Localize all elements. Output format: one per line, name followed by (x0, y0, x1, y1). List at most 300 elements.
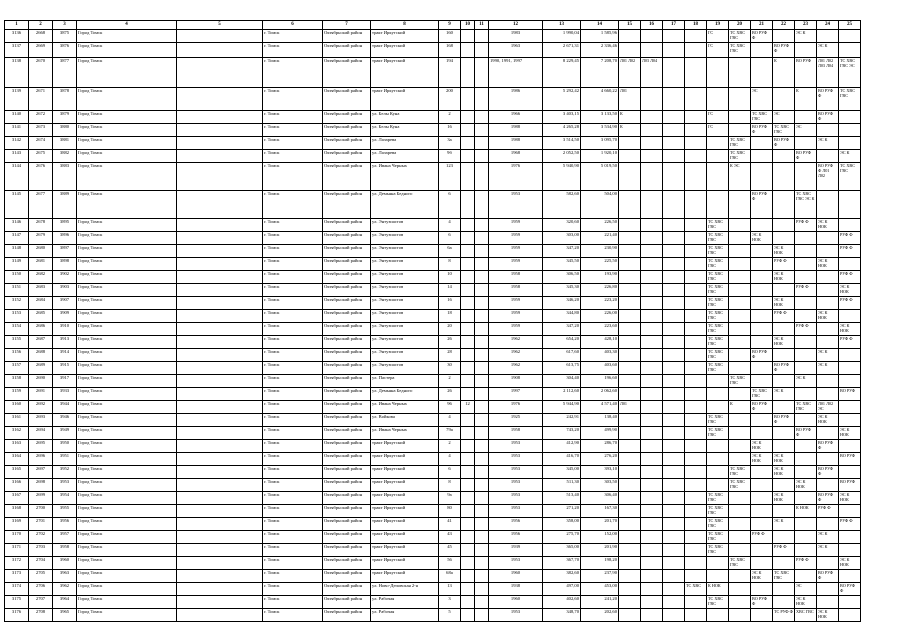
cell-col-7: Октябрьский район (323, 163, 371, 191)
cell-col-13: 617,60 (543, 349, 581, 362)
cell-col-20: ТС ХВС ГВС (729, 466, 751, 479)
cell-col-20 (729, 58, 751, 88)
cell-col-7: Октябрьский район (323, 375, 371, 388)
cell-col-7: Октябрьский район (323, 219, 371, 232)
cell-col-15 (619, 466, 641, 479)
cell-col-11 (475, 609, 489, 622)
cell-col-25: ЭС К НОК (839, 284, 861, 297)
cell-col-16: Л03 Л04 (641, 58, 663, 88)
cell-col-9: 6а (439, 245, 461, 258)
cell-col-8: тракт Иркутский (371, 492, 439, 505)
cell-col-11 (475, 245, 489, 258)
cell-col-7: Октябрьский район (323, 323, 371, 336)
cell-col-14: 223,60 (581, 323, 619, 336)
cell-col-23 (795, 414, 817, 427)
cell-col-1: 3142 (5, 137, 29, 150)
cell-col-4: Город Томск (77, 124, 177, 137)
cell-col-21: РУФ Ф (751, 531, 773, 544)
cell-col-10: 12 (461, 401, 475, 414)
cell-col-1: 3163 (5, 440, 29, 453)
cell-col-4: Город Томск (77, 58, 177, 88)
cell-col-7: Октябрьский район (323, 232, 371, 245)
cell-col-8: тракт Иркутский (371, 30, 439, 43)
cell-col-10 (461, 583, 475, 596)
table-row (5, 349, 861, 362)
cell-col-7: Октябрьский район (323, 30, 371, 43)
cell-col-24: ЭС К (817, 531, 839, 544)
cell-col-4: Город Томск (77, 375, 177, 388)
column-number-header: 9 (439, 21, 461, 30)
cell-col-6: г. Томск (263, 58, 323, 88)
column-number-header: 1 (5, 21, 29, 30)
cell-col-6: г. Томск (263, 518, 323, 531)
cell-col-5 (177, 583, 263, 596)
cell-col-24 (817, 583, 839, 596)
cell-col-3: 3953 (53, 479, 77, 492)
cell-col-7: Октябрьский район (323, 557, 371, 570)
cell-col-24 (817, 284, 839, 297)
cell-col-12: 1953 (489, 440, 543, 453)
cell-col-20: ТС ХВС ГВС (729, 137, 751, 150)
cell-col-24: ЭС К НОК (817, 609, 839, 622)
cell-col-17 (663, 349, 685, 362)
cell-col-14: 2 062,60 (581, 388, 619, 401)
cell-col-11 (475, 596, 489, 609)
cell-col-10 (461, 492, 475, 505)
cell-col-6: г. Томск (263, 531, 323, 544)
cell-col-16 (641, 88, 663, 111)
cell-col-24: ВО РУФ Ф Л01 Л02 (817, 163, 839, 191)
cell-col-25 (839, 531, 861, 544)
cell-col-17 (663, 557, 685, 570)
cell-col-19: ГС (707, 43, 729, 58)
cell-col-9: 45 (439, 544, 461, 557)
cell-col-13: 303,00 (543, 232, 581, 245)
cell-col-21 (751, 518, 773, 531)
cell-col-5 (177, 297, 263, 310)
cell-col-7: Октябрьский район (323, 310, 371, 323)
cell-col-1: 3176 (5, 609, 29, 622)
cell-col-10 (461, 111, 475, 124)
cell-col-15 (619, 518, 641, 531)
cell-col-18 (685, 30, 707, 43)
cell-col-22: ВО РУФ Ф (773, 414, 795, 427)
cell-col-5 (177, 479, 263, 492)
cell-col-1: 3165 (5, 466, 29, 479)
cell-col-5 (177, 544, 263, 557)
table-row (5, 557, 861, 570)
cell-col-21 (751, 557, 773, 570)
cell-col-9: 16 (439, 124, 461, 137)
cell-col-14: 1 585,96 (581, 30, 619, 43)
cell-col-12: 1962 (489, 336, 543, 349)
cell-col-11 (475, 375, 489, 388)
cell-col-11 (475, 310, 489, 323)
cell-col-7: Октябрьский район (323, 362, 371, 375)
cell-col-11 (475, 88, 489, 111)
cell-col-17 (663, 440, 685, 453)
cell-col-11 (475, 440, 489, 453)
table-row (5, 596, 861, 609)
cell-col-11 (475, 232, 489, 245)
cell-col-24 (817, 271, 839, 284)
cell-col-19: К НОК (707, 583, 729, 596)
cell-col-22 (773, 427, 795, 440)
cell-col-13: 5 940,90 (543, 163, 581, 191)
cell-col-21 (751, 150, 773, 163)
cell-col-4: Город Томск (77, 323, 177, 336)
cell-col-7: Октябрьский район (323, 111, 371, 124)
table-row (5, 88, 861, 111)
cell-col-10 (461, 271, 475, 284)
cell-col-3: 3963 (53, 570, 77, 583)
cell-col-7: Октябрьский район (323, 349, 371, 362)
cell-col-3: 3875 (53, 30, 77, 43)
table-row (5, 297, 861, 310)
cell-col-8: тракт Иркутский (371, 466, 439, 479)
cell-col-17 (663, 245, 685, 258)
cell-col-18 (685, 375, 707, 388)
cell-col-6: г. Томск (263, 258, 323, 271)
cell-col-23 (795, 362, 817, 375)
cell-col-20 (729, 583, 751, 596)
cell-col-19: ТС ХВС ГВС (707, 297, 729, 310)
cell-col-24: ЭС К НОК (817, 219, 839, 232)
cell-col-2: 2683 (29, 284, 53, 297)
cell-col-7: Октябрьский район (323, 271, 371, 284)
cell-col-9: 4 (439, 414, 461, 427)
cell-col-24 (817, 375, 839, 388)
cell-col-17 (663, 570, 685, 583)
cell-col-13: 1 990,04 (543, 30, 581, 43)
table-row (5, 336, 861, 349)
cell-col-17 (663, 401, 685, 414)
cell-col-17 (663, 271, 685, 284)
cell-col-9: 4 (439, 219, 461, 232)
cell-col-3: 3965 (53, 609, 77, 622)
cell-col-2: 2671 (29, 88, 53, 111)
cell-col-13: 271,20 (543, 505, 581, 518)
cell-col-14: 193,90 (581, 271, 619, 284)
cell-col-10 (461, 336, 475, 349)
table-row (5, 245, 861, 258)
cell-col-18 (685, 43, 707, 58)
cell-col-19: ТС ХВС ГВС (707, 258, 729, 271)
cell-col-12: 1963 (489, 43, 543, 58)
cell-col-19 (707, 375, 729, 388)
cell-col-1: 3150 (5, 271, 29, 284)
cell-col-12: 1988 (489, 124, 543, 137)
cell-col-8: ул. Энтузиастов (371, 258, 439, 271)
cell-col-21 (751, 609, 773, 622)
table-row (5, 427, 861, 440)
cell-col-14: 167,30 (581, 505, 619, 518)
cell-col-20 (729, 219, 751, 232)
table-row (5, 453, 861, 466)
column-number-header: 8 (371, 21, 439, 30)
cell-col-10 (461, 349, 475, 362)
cell-col-22 (773, 440, 795, 453)
cell-col-14: 276,20 (581, 453, 619, 466)
column-number-header: 24 (817, 21, 839, 30)
cell-col-4: Город Томск (77, 362, 177, 375)
cell-col-2: 2705 (29, 570, 53, 583)
cell-col-16 (641, 336, 663, 349)
cell-col-14: 3 133,50 (581, 111, 619, 124)
cell-col-7: Октябрьский район (323, 505, 371, 518)
cell-col-1: 3172 (5, 557, 29, 570)
cell-col-13: 345,50 (543, 258, 581, 271)
table-row (5, 518, 861, 531)
cell-col-3: 3951 (53, 453, 77, 466)
cell-col-17 (663, 544, 685, 557)
cell-col-22 (773, 583, 795, 596)
cell-col-23: ВО РУФ (795, 58, 817, 88)
cell-col-10 (461, 232, 475, 245)
cell-col-4: Город Томск (77, 163, 177, 191)
cell-col-16 (641, 531, 663, 544)
cell-col-13: 320,60 (543, 219, 581, 232)
cell-col-15 (619, 414, 641, 427)
cell-col-23 (795, 310, 817, 323)
cell-col-14: 241,20 (581, 596, 619, 609)
cell-col-5 (177, 271, 263, 284)
cell-col-18 (685, 427, 707, 440)
cell-col-25: ЭС К НОК (839, 323, 861, 336)
cell-col-9: 168 (439, 43, 461, 58)
cell-col-9: 3 (439, 596, 461, 609)
cell-col-21: ЭС К НОК (751, 570, 773, 583)
cell-col-14: 504,00 (581, 191, 619, 219)
cell-col-21: ВО РУФ Ф (751, 191, 773, 219)
cell-col-21: ЭС (751, 88, 773, 111)
cell-col-5 (177, 310, 263, 323)
cell-col-6: г. Томск (263, 271, 323, 284)
cell-col-19: ТС ХВС ГВС (707, 518, 729, 531)
cell-col-8: тракт Иркутский (371, 88, 439, 111)
cell-col-24: ВО РУФ Ф (817, 492, 839, 505)
cell-col-16 (641, 427, 663, 440)
cell-col-8: тракт Иркутский (371, 570, 439, 583)
cell-col-14: 226,00 (581, 310, 619, 323)
cell-col-3: 3878 (53, 88, 77, 111)
cell-col-17 (663, 492, 685, 505)
cell-col-18 (685, 150, 707, 163)
cell-col-12: 1959 (489, 258, 543, 271)
table-row (5, 58, 861, 88)
cell-col-5 (177, 43, 263, 58)
table-row (5, 111, 861, 124)
cell-col-16 (641, 30, 663, 43)
cell-col-23: К (795, 88, 817, 111)
cell-col-6: г. Томск (263, 191, 323, 219)
table-row (5, 609, 861, 622)
cell-col-20: ТС ХВС ГВС (729, 479, 751, 492)
cell-col-1: 3144 (5, 163, 29, 191)
table-row (5, 531, 861, 544)
cell-col-2: 2701 (29, 518, 53, 531)
cell-col-5 (177, 414, 263, 427)
cell-col-15: Л01 (619, 401, 641, 414)
cell-col-15 (619, 336, 641, 349)
table-row (5, 570, 861, 583)
cell-col-17 (663, 323, 685, 336)
cell-col-15 (619, 30, 641, 43)
column-number-header: 14 (581, 21, 619, 30)
cell-col-21 (751, 362, 773, 375)
cell-col-9: 79а (439, 427, 461, 440)
cell-col-22 (773, 479, 795, 492)
cell-col-8: тракт Иркутский (371, 518, 439, 531)
cell-col-1: 3145 (5, 191, 29, 219)
cell-col-13: 345,00 (543, 466, 581, 479)
cell-col-17 (663, 284, 685, 297)
cell-col-6: г. Томск (263, 111, 323, 124)
cell-col-19: ТС ХВС ГВС (707, 245, 729, 258)
cell-col-2: 2694 (29, 427, 53, 440)
table-row (5, 388, 861, 401)
cell-col-24: ВО РУФ Ф (817, 111, 839, 124)
cell-col-20 (729, 232, 751, 245)
cell-col-13: 345,30 (543, 284, 581, 297)
cell-col-7: Октябрьский район (323, 297, 371, 310)
cell-col-19: ТС ХВС ГВС (707, 362, 729, 375)
cell-col-3: 3889 (53, 191, 77, 219)
column-number-header: 3 (53, 21, 77, 30)
cell-col-6: г. Томск (263, 544, 323, 557)
cell-col-11 (475, 362, 489, 375)
cell-col-5 (177, 163, 263, 191)
cell-col-20 (729, 609, 751, 622)
cell-col-18 (685, 414, 707, 427)
cell-col-5 (177, 232, 263, 245)
cell-col-17 (663, 58, 685, 88)
cell-col-1: 3136 (5, 30, 29, 43)
cell-col-4: Город Томск (77, 258, 177, 271)
cell-col-9: 13 (439, 583, 461, 596)
cell-col-24 (817, 453, 839, 466)
cell-col-7: Октябрьский район (323, 609, 371, 622)
cell-col-1: 3161 (5, 414, 29, 427)
cell-col-12: 1953 (489, 609, 543, 622)
column-number-header: 22 (773, 21, 795, 30)
cell-col-17 (663, 583, 685, 596)
cell-col-17 (663, 111, 685, 124)
cell-col-24 (817, 232, 839, 245)
column-number-header: 11 (475, 21, 489, 30)
cell-col-13: 306,50 (543, 271, 581, 284)
cell-col-18 (685, 518, 707, 531)
cell-col-17 (663, 124, 685, 137)
cell-col-3: 3897 (53, 245, 77, 258)
cell-col-21 (751, 297, 773, 310)
cell-col-5 (177, 609, 263, 622)
cell-col-9: 68а (439, 570, 461, 583)
cell-col-17 (663, 531, 685, 544)
cell-col-19 (707, 453, 729, 466)
cell-col-1: 3157 (5, 362, 29, 375)
cell-col-24 (817, 297, 839, 310)
cell-col-12: 1960 (489, 596, 543, 609)
cell-col-8: тракт Иркутский (371, 440, 439, 453)
cell-col-25: ЭС К НОК (839, 557, 861, 570)
cell-col-13: 412,90 (543, 440, 581, 453)
cell-col-8: ул. Рабочая (371, 596, 439, 609)
cell-col-1: 3169 (5, 518, 29, 531)
cell-col-16 (641, 163, 663, 191)
cell-col-10 (461, 191, 475, 219)
cell-col-6: г. Томск (263, 375, 323, 388)
cell-col-7: Октябрьский район (323, 137, 371, 150)
table-row (5, 492, 861, 505)
cell-col-10 (461, 297, 475, 310)
cell-col-17 (663, 414, 685, 427)
cell-col-5 (177, 375, 263, 388)
cell-col-20 (729, 414, 751, 427)
cell-col-21: ВО РУФ Ф (751, 596, 773, 609)
cell-col-9: 6 (439, 466, 461, 479)
cell-col-20 (729, 505, 751, 518)
cell-col-12: 1958 (489, 271, 543, 284)
cell-col-19: ТС ХВС ГВС (707, 414, 729, 427)
cell-col-25: РУФ Ф (839, 245, 861, 258)
cell-col-25 (839, 191, 861, 219)
cell-col-17 (663, 479, 685, 492)
cell-col-6: г. Томск (263, 88, 323, 111)
cell-col-12: 1956 (489, 518, 543, 531)
cell-col-5 (177, 349, 263, 362)
cell-col-16 (641, 401, 663, 414)
cell-col-18 (685, 336, 707, 349)
cell-col-1: 3147 (5, 232, 29, 245)
cell-col-19 (707, 388, 729, 401)
cell-col-13: 367,70 (543, 557, 581, 570)
cell-col-19 (707, 137, 729, 150)
cell-col-18 (685, 297, 707, 310)
cell-col-18 (685, 258, 707, 271)
cell-col-12: 1953 (489, 505, 543, 518)
cell-col-23 (795, 518, 817, 531)
cell-col-21 (751, 375, 773, 388)
cell-col-5 (177, 150, 263, 163)
cell-col-12: 1939 (489, 544, 543, 557)
cell-col-17 (663, 150, 685, 163)
cell-col-6: г. Томск (263, 232, 323, 245)
cell-col-2: 2691 (29, 388, 53, 401)
cell-col-15 (619, 258, 641, 271)
cell-col-15 (619, 609, 641, 622)
cell-col-13: 3 403,15 (543, 111, 581, 124)
cell-col-23: РУФ Ф (795, 323, 817, 336)
cell-col-14: 7 208,70 (581, 58, 619, 88)
cell-col-5 (177, 427, 263, 440)
cell-col-6: г. Томск (263, 427, 323, 440)
cell-col-14: 4 571,40 (581, 401, 619, 414)
cell-col-8: тракт Иркутский (371, 58, 439, 88)
table-row (5, 414, 861, 427)
cell-col-3: 3954 (53, 492, 77, 505)
cell-col-9: 26 (439, 388, 461, 401)
cell-col-25: РУФ Ф (839, 271, 861, 284)
cell-col-5 (177, 191, 263, 219)
cell-col-16 (641, 466, 663, 479)
cell-col-20 (729, 596, 751, 609)
cell-col-16 (641, 245, 663, 258)
cell-col-1: 3151 (5, 284, 29, 297)
cell-col-13: 3 514,50 (543, 137, 581, 150)
column-number-header: 4 (77, 21, 177, 30)
cell-col-21 (751, 323, 773, 336)
